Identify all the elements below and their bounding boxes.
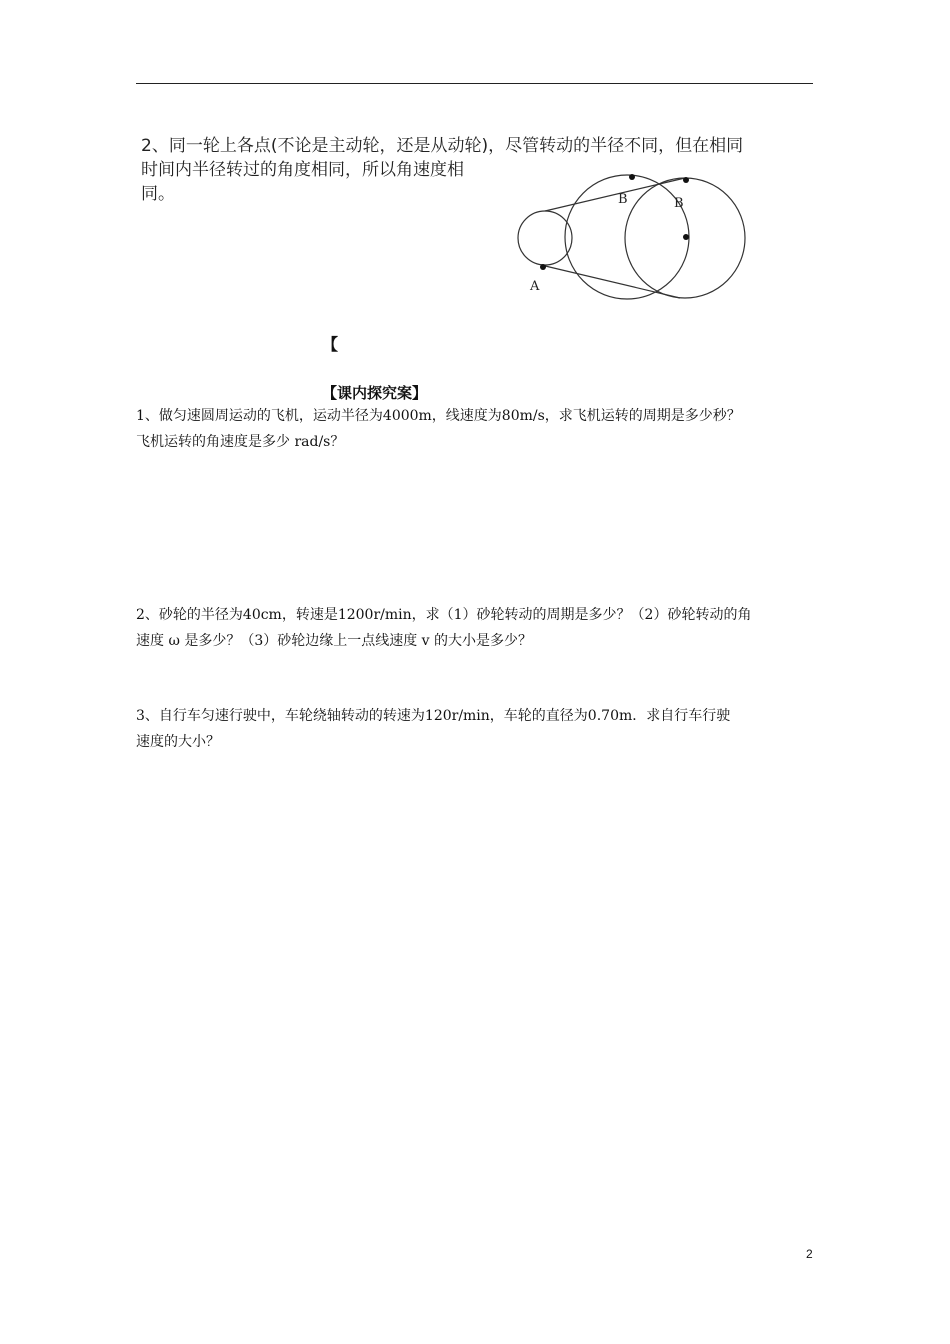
question-2 — [136, 602, 816, 654]
point-b1-dot — [629, 174, 635, 180]
belt-bottom — [541, 265, 680, 298]
question-2-line-1: 2、砂轮的半径为40cm，转速是1200r/min，求（1）砂轮转动的周期是多少？（2）砂轮转动的角 — [136, 607, 752, 623]
question-1-line-1: 1、做匀速圆周运动的飞机，运动半径为4000m，线速度为80m/s，求飞机运转的周期是多少秒？ — [136, 408, 741, 424]
question-3 — [136, 703, 816, 755]
stray-bracket: 【 — [322, 335, 339, 354]
label-a: A — [530, 279, 540, 294]
page-number: 2 — [806, 1247, 813, 1261]
pulley-diagram — [505, 168, 765, 300]
small-wheel — [518, 211, 572, 265]
intro-line-1: 2、同一轮上各点(不论是主动轮，还是从动轮)，尽管转动的半径不同，但在相同 — [141, 136, 744, 156]
label-b1: B — [618, 192, 628, 207]
intro-line-2: 时间内半径转过的角度相同，所以角速度相 — [141, 160, 464, 180]
point-a-dot — [540, 264, 546, 270]
question-3-line-2: 速度的大小？ — [136, 734, 220, 750]
question-1-line-2: 飞机运转的角速度是多少 rad/s？ — [136, 434, 345, 450]
point-b2-dot — [683, 177, 689, 183]
question-1 — [136, 403, 816, 455]
question-2-line-2: 速度 ω 是多少？（3）砂轮边缘上一点线速度 v 的大小是多少？ — [136, 633, 533, 649]
label-b2: B — [674, 196, 684, 211]
header-rule — [136, 83, 813, 84]
belt-top — [545, 178, 685, 211]
intro-line-3: 同。 — [141, 184, 175, 204]
inner-point-dot — [683, 234, 689, 240]
question-3-line-1: 3、自行车匀速行驶中，车轮绕轴转动的转速为120r/min，车轮的直径为0.70m．求自行车行驶 — [136, 708, 731, 724]
section-title: 【课内探究案】 — [322, 384, 428, 402]
